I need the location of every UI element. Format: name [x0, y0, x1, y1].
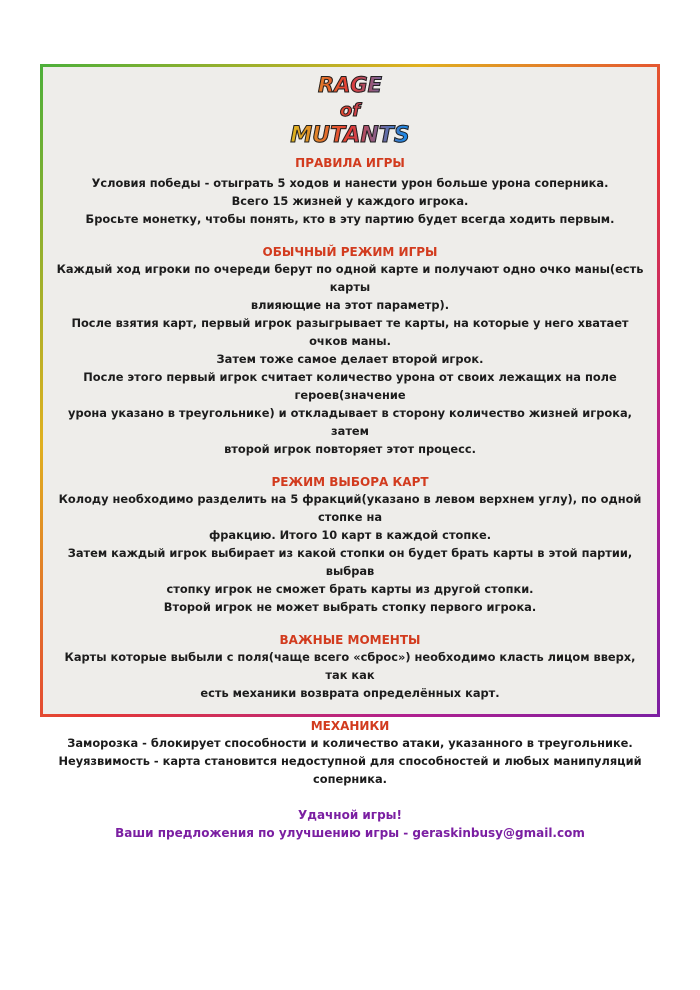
section-line: есть механики возврата определённых карт.: [200, 686, 500, 700]
section-line: урона указано в треугольнике) и откладывает в сторону количество жизней игрока, затем: [68, 406, 632, 438]
section-line: После этого первый игрок считает количество урона от своих лежащих на поле героев(значение: [83, 370, 617, 402]
section-line: Заморозка - блокирует способности и количество атаки, указанного в треугольнике.: [67, 736, 633, 750]
game-logo: [240, 73, 460, 153]
section-line: влияющие на этот параметр).: [250, 298, 450, 312]
section-line: соперника.: [313, 772, 387, 786]
section-line: стопку игрок не сможет брать карты из другой стопки.: [166, 582, 534, 596]
section-title-mechanics: МЕХАНИКИ: [310, 719, 390, 733]
section-line: Карты которые выбыли с поля(чаще всего «сброс») необходимо класть лицом вверх, так как: [64, 650, 636, 682]
rules-content: [43, 73, 657, 842]
section-line: Затем каждый игрок выбирает из какой стопки он будет брать карты в этой партии, выбрав: [67, 546, 633, 578]
section-line: Каждый ход игроки по очереди берут по одной карте и получают одно очко маны(есть карты: [56, 262, 644, 294]
section-line: Второй игрок не может выбрать стопку первого игрока.: [163, 600, 537, 614]
closing-suggestions: Ваши предложения по улучшению игры - geraskinbusy@gmail.com: [115, 826, 585, 840]
closing-wish: Удачной игры!: [298, 808, 402, 822]
intro-line: Всего 15 жизней у каждого игрока.: [231, 194, 469, 208]
logo-line-mutants: MUTANTS: [240, 123, 460, 148]
section-line: фракцию. Итого 10 карт в каждой стопке.: [208, 528, 492, 542]
section-line: второй игрок повторяет этот процесс.: [224, 442, 476, 456]
section-line: После взятия карт, первый игрок разыгрывает те карты, на которые у него хватает очков маны.: [71, 316, 629, 348]
section-line: Затем тоже самое делает второй игрок.: [216, 352, 484, 366]
section-title-card-select-mode: РЕЖИМ ВЫБОРА КАРТ: [271, 475, 429, 489]
section-line: Неуязвимость - карта становится недоступной для способностей и любых манипуляций: [58, 754, 642, 768]
section-title-normal-mode: ОБЫЧНЫЙ РЕЖИМ ИГРЫ: [262, 245, 438, 259]
intro-line: Условия победы - отыграть 5 ходов и нанести урон больше урона соперника.: [91, 176, 609, 190]
rules-title: ПРАВИЛА ИГРЫ: [295, 156, 405, 170]
section-title-important: ВАЖНЫЕ МОМЕНТЫ: [279, 633, 421, 647]
logo-line-of: of: [240, 98, 460, 123]
intro-line: Бросьте монетку, чтобы понять, кто в эту партию будет всегда ходить первым.: [85, 212, 615, 226]
logo-line-rage: RAGE: [240, 73, 460, 98]
rules-frame: [40, 64, 660, 840]
section-line: Колоду необходимо разделить на 5 фракций(указано в левом верхнем углу), по одной стопке на: [58, 492, 642, 524]
